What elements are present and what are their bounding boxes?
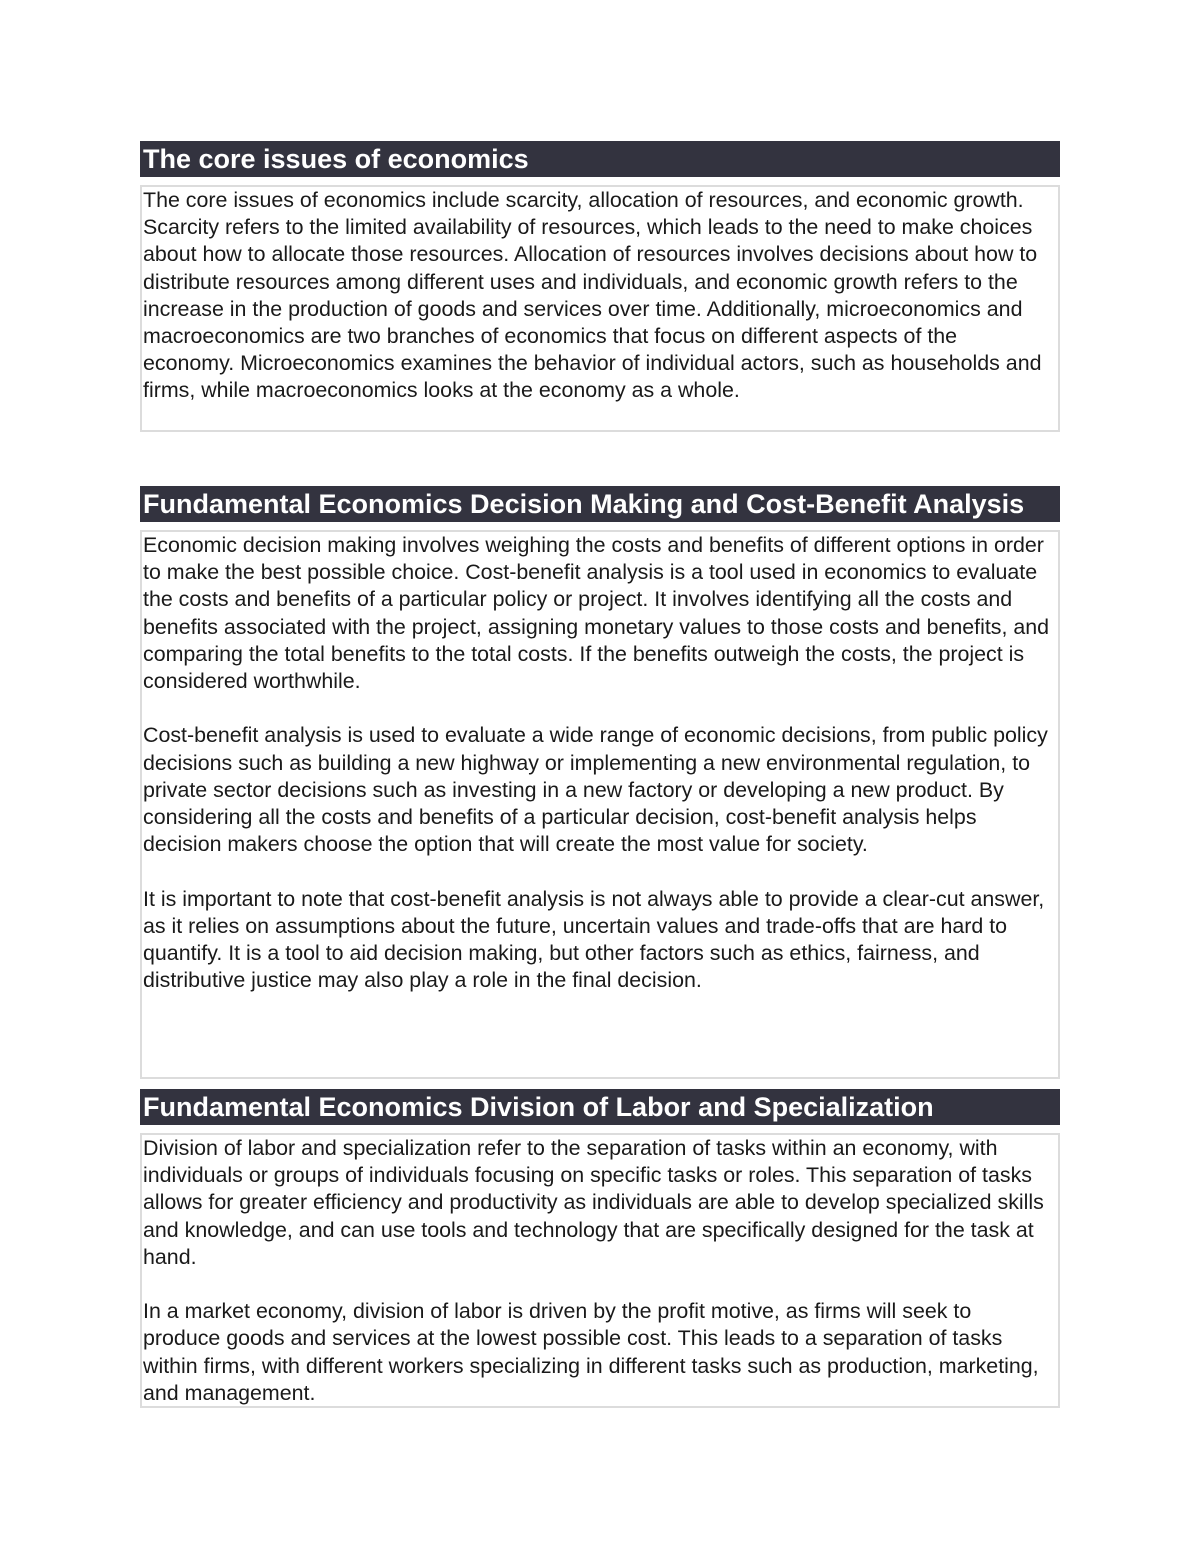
section-decision-making xyxy=(140,486,1060,1079)
document-page xyxy=(140,141,1060,1408)
section-division-of-labor xyxy=(140,1089,1060,1408)
section-body xyxy=(140,530,1060,1079)
section-title: Fundamental Economics Division of Labor and Specialization xyxy=(140,1089,1060,1125)
section-title: The core issues of economics xyxy=(140,141,1060,177)
paragraph: The core issues of economics include scarcity, allocation of resources, and economic growth. Scarcity refers to the limited availability of resources, which leads to the need to make choices about how to allocate those resources. Allocation of resources involves decisions about how to distribute resources among different uses and individuals, and economic growth refers to the increase in the production of goods and services over time. Additionally, microeconomics and macroeconomics are two branches of economics that focus on different aspects of the economy. Microeconomics examines the behavior of individual actors, such as households and firms, while macroeconomics looks at the economy as a whole. xyxy=(143,188,1042,403)
paragraph: Economic decision making involves weighing the costs and benefits of different options in order to make the best possible choice. Cost-benefit analysis is a tool used in economics to evaluate the costs and benefits of a particular policy or project. It involves identifying all the costs and benefits associated with the project, assigning monetary values to those costs and benefits, and comparing the total benefits to the total costs. If the benefits outweigh the costs, the project is considered worthwhile. xyxy=(143,533,1050,694)
paragraph: In a market economy, division of labor is driven by the profit motive, as firms will seek to produce goods and services at the lowest possible cost. This leads to a separation of tasks within firms, with different workers specializing in different tasks such as production, marketing, and management. xyxy=(143,1299,1039,1405)
section-body xyxy=(140,185,1060,432)
section-core-issues xyxy=(140,141,1060,432)
paragraph: Cost-benefit analysis is used to evaluate a wide range of economic decisions, from public policy decisions such as building a new highway or implementing a new environmental regulation, to private sector decisions such as investing in a new factory or developing a new product. By considering all the costs and benefits of a particular decision, cost-benefit analysis helps decision makers choose the option that will create the most value for society. xyxy=(143,723,1048,857)
section-title: Fundamental Economics Decision Making and Cost-Benefit Analysis xyxy=(140,486,1060,522)
paragraph: Division of labor and specialization refer to the separation of tasks within an economy, with individuals or groups of individuals focusing on specific tasks or roles. This separation of tasks allows for greater efficiency and productivity as individuals are able to develop specialized skills and knowledge, and can use tools and technology that are specifically designed for the task at hand. xyxy=(143,1136,1044,1269)
section-body xyxy=(140,1133,1060,1408)
paragraph: It is important to note that cost-benefit analysis is not always able to provide a clear-cut answer, as it relies on assumptions about the future, uncertain values and trade-offs that are hard to quantify. It is a tool to aid decision making, but other factors such as ethics, fairness, and distributive justice may also play a role in the final decision. xyxy=(143,886,1045,993)
